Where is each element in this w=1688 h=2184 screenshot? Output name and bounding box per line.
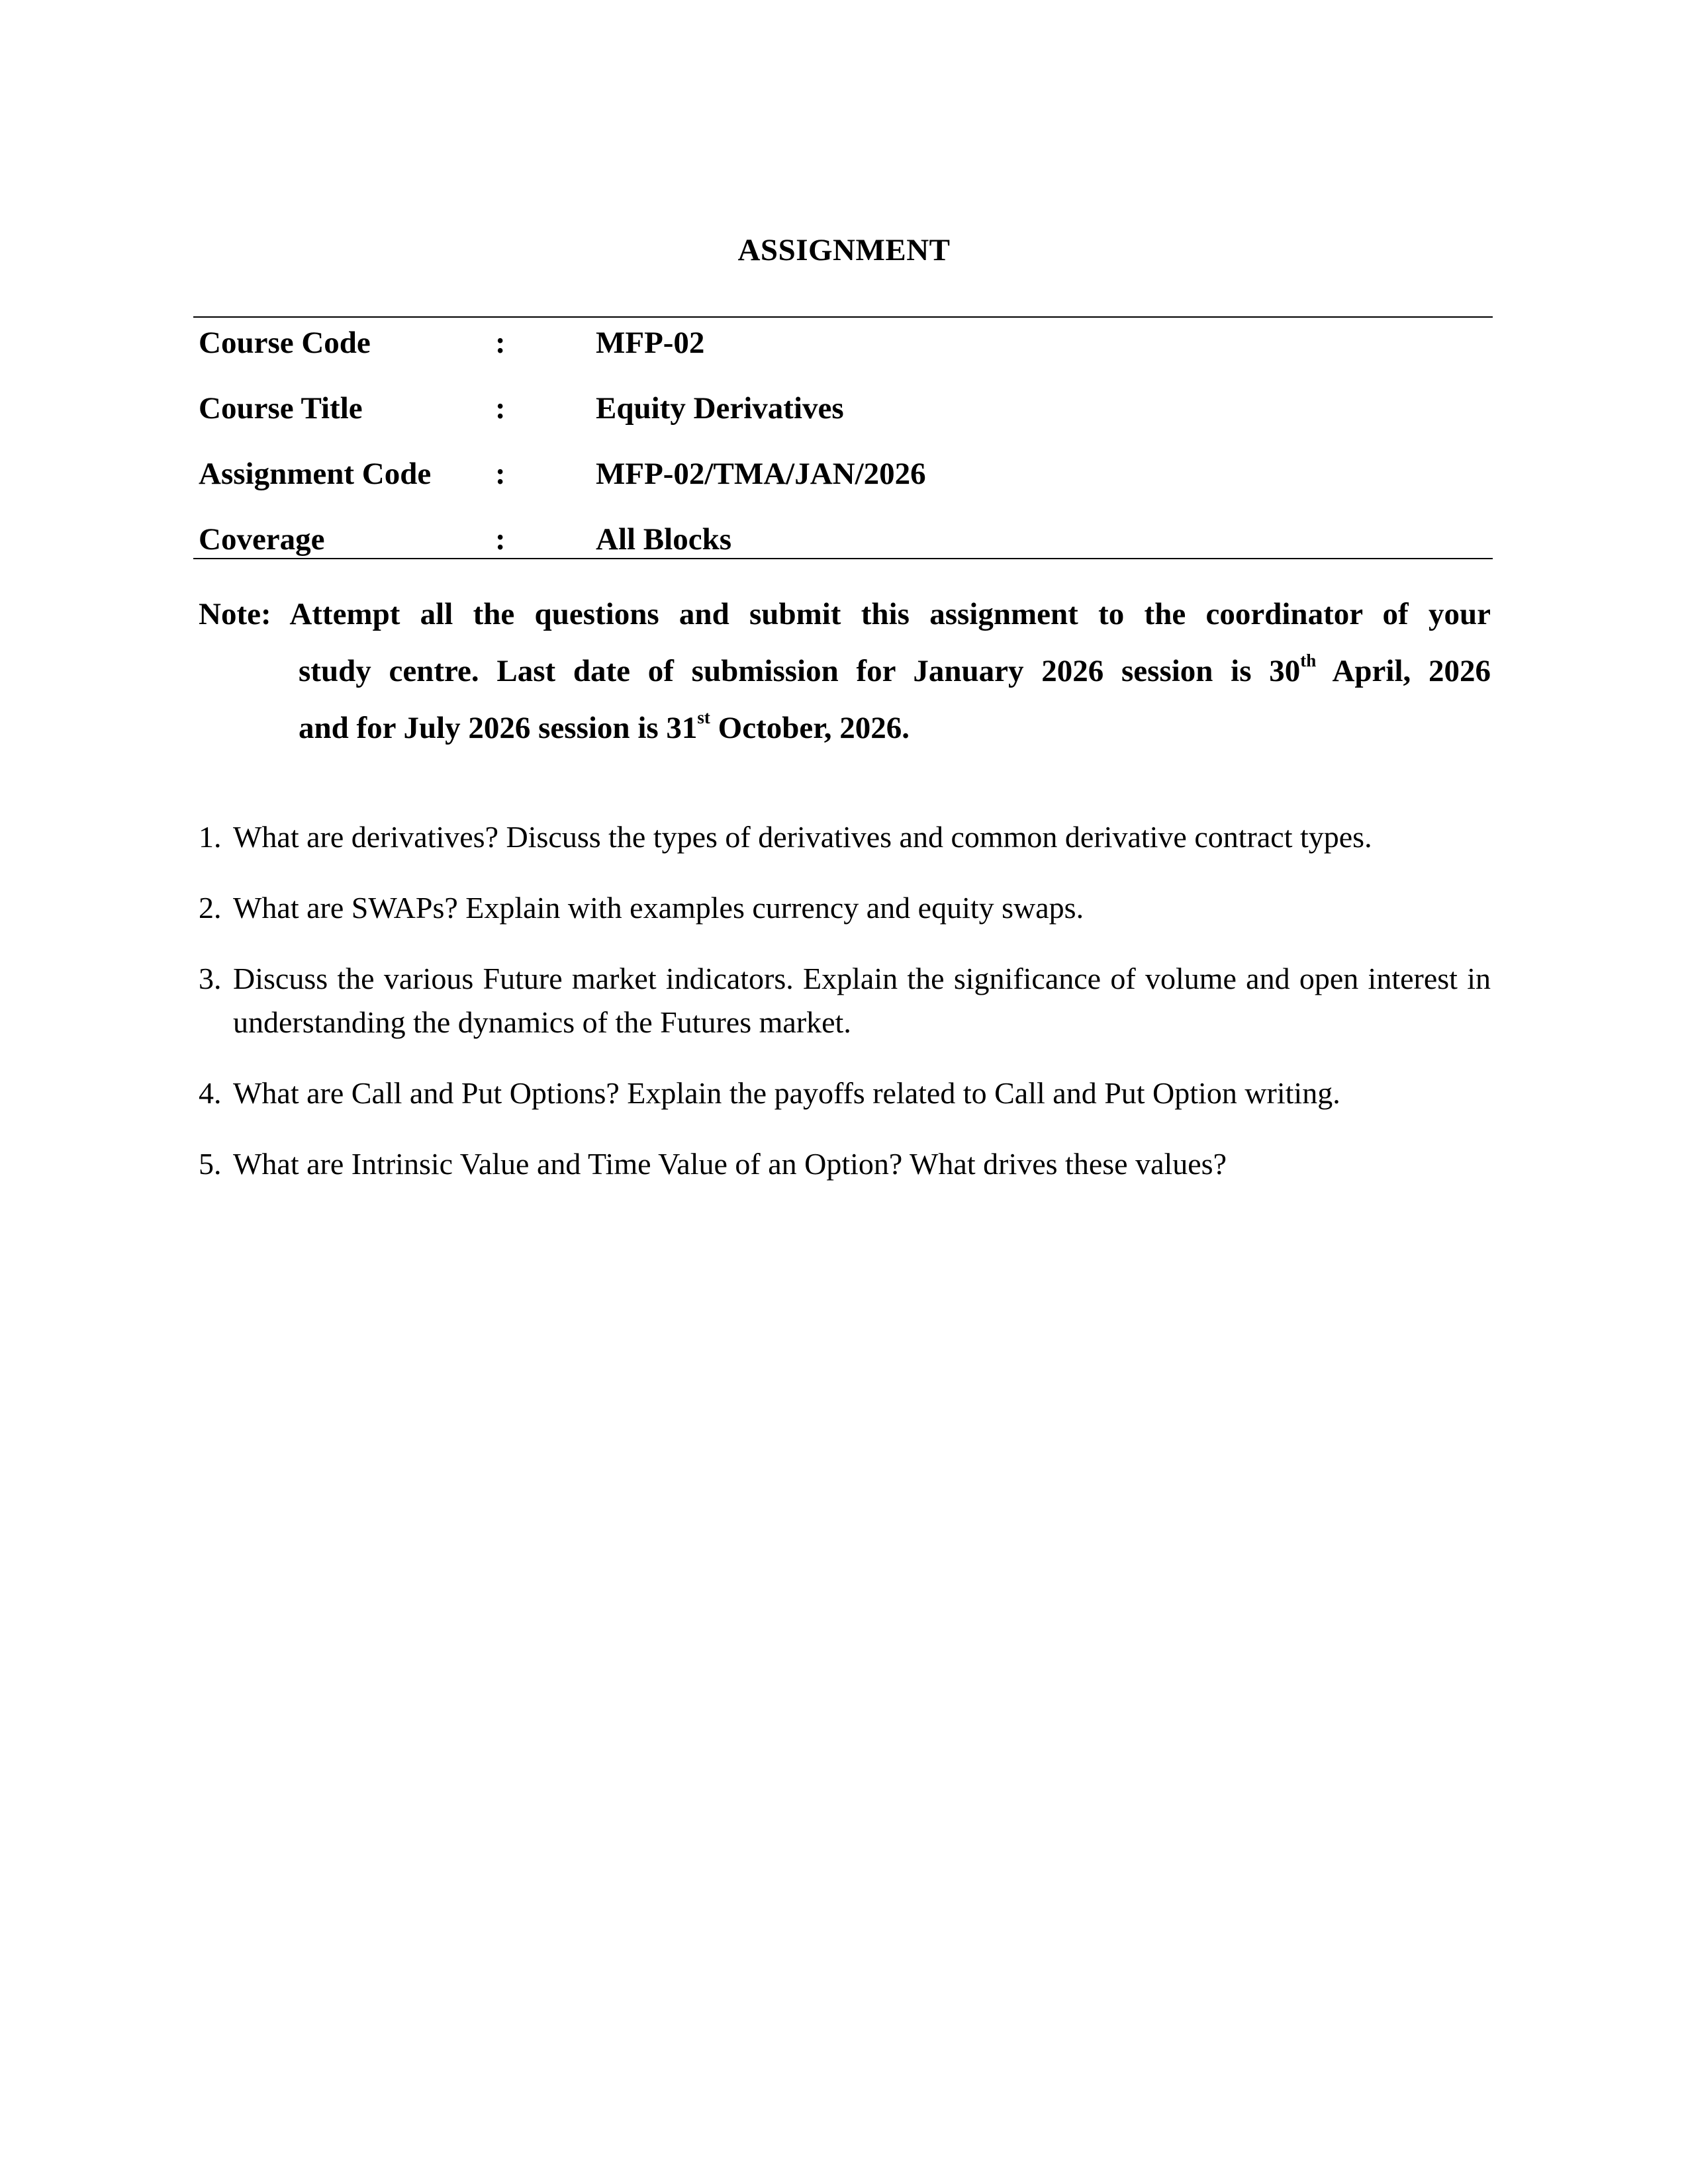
course-title-value: Equity Derivatives bbox=[596, 391, 844, 426]
question-text: What are SWAPs? Explain with examples currency and equity swaps. bbox=[233, 891, 1084, 925]
question-item bbox=[199, 957, 1491, 1044]
question-item bbox=[199, 886, 1491, 930]
question-text: What are Call and Put Options? Explain the payoffs related to Call and Put Option writing. bbox=[233, 1076, 1340, 1110]
page-title: ASSIGNMENT bbox=[737, 233, 951, 267]
question-text: What are Intrinsic Value and Time Value of an Option? What drives these values? bbox=[233, 1147, 1227, 1181]
question-text: Discuss the various Future market indicators. Explain the significance of volume and open interest in understanding the dynamics of the Futures market. bbox=[233, 962, 1491, 1039]
question-number: 3. bbox=[199, 962, 222, 995]
assignment-code-label: Assignment Code bbox=[199, 457, 432, 491]
course-code-colon: : bbox=[495, 326, 506, 360]
coverage-label: Coverage bbox=[199, 522, 325, 557]
note-line-2 bbox=[199, 643, 1491, 700]
submission-note bbox=[199, 586, 1491, 756]
note-line-2-date: April, 2026 bbox=[1316, 654, 1491, 688]
question-item bbox=[199, 815, 1491, 859]
question-number: 5. bbox=[199, 1147, 222, 1181]
coverage-row bbox=[0, 518, 1688, 561]
question-item bbox=[199, 1071, 1491, 1115]
coverage-value: All Blocks bbox=[596, 522, 732, 557]
note-line-2-superscript: th bbox=[1300, 651, 1317, 670]
question-list bbox=[199, 815, 1491, 1213]
note-line-3-superscript: st bbox=[697, 707, 710, 727]
course-code-row bbox=[0, 322, 1688, 364]
course-code-value: MFP-02 bbox=[596, 326, 705, 360]
note-line-3 bbox=[199, 700, 1491, 756]
course-title-row bbox=[0, 387, 1688, 430]
header-top-rule bbox=[193, 316, 1493, 318]
note-line-3-date: October, 2026. bbox=[710, 711, 910, 745]
coverage-colon: : bbox=[495, 522, 506, 557]
question-number: 2. bbox=[199, 891, 222, 925]
note-line-3-text: and for July 2026 session is 31 bbox=[299, 711, 698, 745]
question-number: 1. bbox=[199, 820, 222, 854]
assignment-code-colon: : bbox=[495, 457, 506, 491]
course-title-colon: : bbox=[495, 391, 506, 426]
note-line-2-text: study centre. Last date of submission for January 2026 session is 30 bbox=[299, 654, 1301, 688]
assignment-code-value: MFP-02/TMA/JAN/2026 bbox=[596, 457, 926, 491]
question-item bbox=[199, 1142, 1491, 1186]
course-code-label: Course Code bbox=[199, 326, 371, 360]
header-bottom-rule bbox=[193, 558, 1493, 559]
note-line-1: Note: Attempt all the questions and submit this assignment to the coordinator of your bbox=[199, 597, 1491, 631]
question-text: What are derivatives? Discuss the types of derivatives and common derivative contract types. bbox=[233, 820, 1372, 854]
course-title-label: Course Title bbox=[199, 391, 363, 426]
assignment-code-row bbox=[0, 453, 1688, 495]
question-number: 4. bbox=[199, 1076, 222, 1110]
